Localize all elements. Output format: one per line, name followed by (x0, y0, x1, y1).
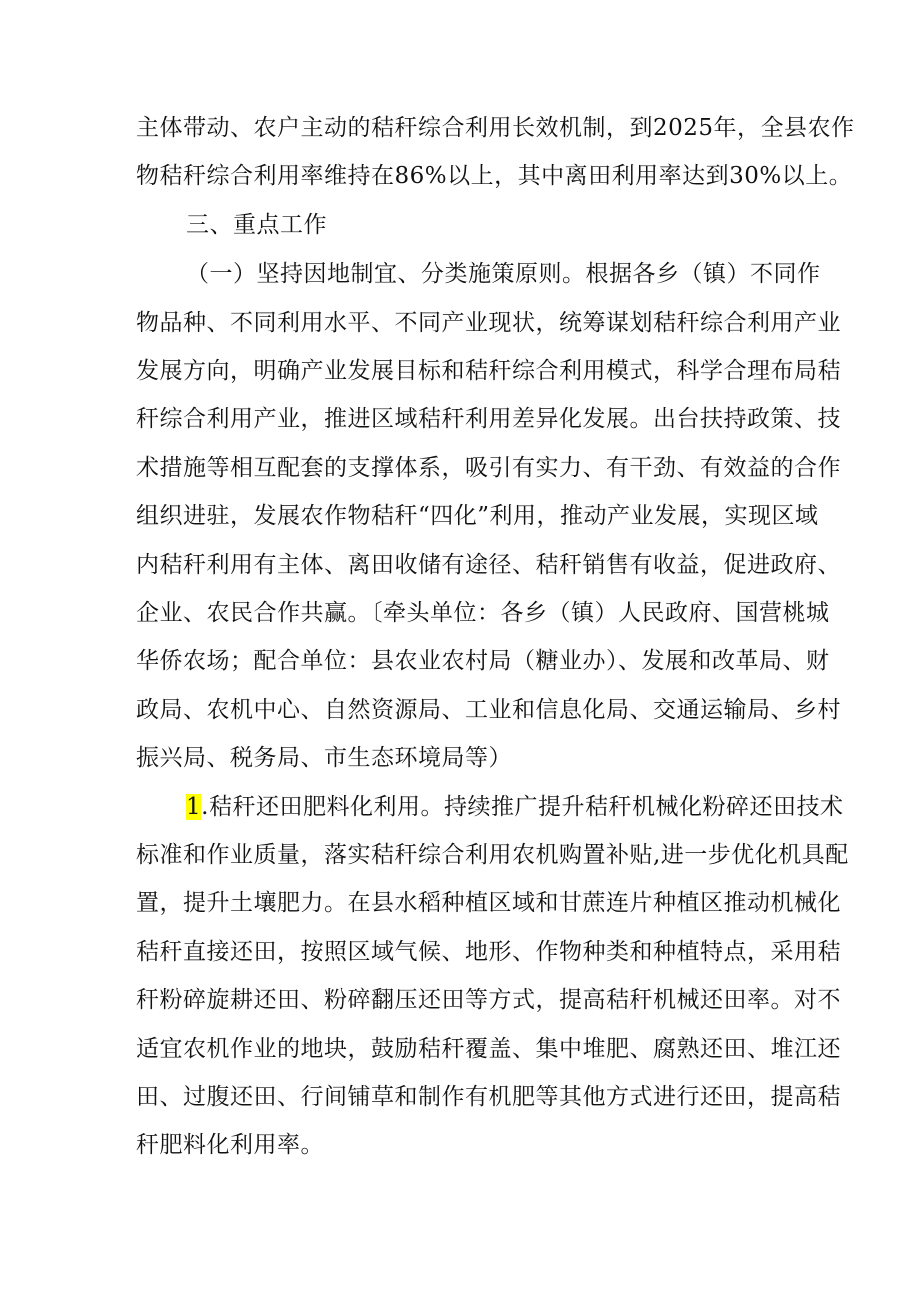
paragraph-line: 适宜农机作业的地块，鼓励秸秆覆盖、集中堆肥、腐熟还田、堆江还 (136, 1036, 841, 1062)
paragraph-line: 主体带动、农户主动的秸秆综合利用长效机制，到2025年，全县农作 (136, 115, 855, 141)
paragraph-line: 秆综合利用产业，推进区域秸秆利用差异化发展。出台扶持政策、技 (136, 406, 841, 432)
paragraph-line: 华侨农场；配合单位：县农业农村局（糖业办）、发展和改革局、财 (136, 648, 830, 674)
paragraph-line: 组织进驻，发展农作物秸秆“四化”利用，推动产业发展，实现区域 (136, 503, 819, 529)
paragraph-line: 发展方向，明确产业发展目标和秸秆综合利用模式，科学合理布局秸 (136, 358, 841, 384)
paragraph-line: 秆粉碎旋耕还田、粉碎翻压还田等方式，提高秸秆机械还田率。对不 (136, 987, 841, 1013)
paragraph-line: 田、过腹还田、行间铺草和制作有机肥等其他方式进行还田，提高秸 (136, 1084, 841, 1110)
item-first-line-text: .秸秆还田肥料化利用。持续推广提升秸秆机械化粉碎还田技术 (201, 794, 844, 820)
paragraph-line: （一）坚持因地制宜、分类施策原则。根据各乡（镇）不同作 (186, 261, 821, 287)
paragraph-line: 秸秆直接还田，按照区域气候、地形、作物种类和种植特点，采用秸 (136, 939, 841, 965)
highlighted-item-number: 1 (186, 794, 202, 820)
section-heading: 三、重点工作 (186, 212, 327, 238)
paragraph-line: 置，提升土壤肥力。在县水稻种植区域和甘蔗连片种植区推动机械化 (136, 890, 841, 916)
item-first-line (186, 792, 843, 822)
paragraph-line: 内秸秆利用有主体、离田收储有途径、秸秆销售有收益，促进政府、 (136, 552, 841, 578)
paragraph-line: 物秸秆综合利用率维持在86%以上，其中离田利用率达到30%以上。 (136, 163, 853, 189)
paragraph-line: 物品种、不同利用水平、不同产业现状，统筹谋划秸秆综合利用产业 (136, 310, 841, 336)
paragraph-line: 企业、农民合作共赢。〔牵头单位：各乡（镇）人民政府、国营桃城 (136, 600, 830, 626)
paragraph-line: 振兴局、税务局、市生态环境局等） (136, 745, 512, 771)
paragraph-line: 标准和作业质量，落实秸秆综合利用农机购置补贴,进一步优化机具配 (136, 842, 849, 868)
paragraph-line: 秆肥料化利用率。 (136, 1132, 324, 1158)
paragraph-line: 政局、农机中心、自然资源局、工业和信息化局、交通运输局、乡村 (136, 697, 841, 723)
paragraph-line: 术措施等相互配套的支撑体系，吸引有实力、有干劲、有效益的合作 (136, 455, 841, 481)
